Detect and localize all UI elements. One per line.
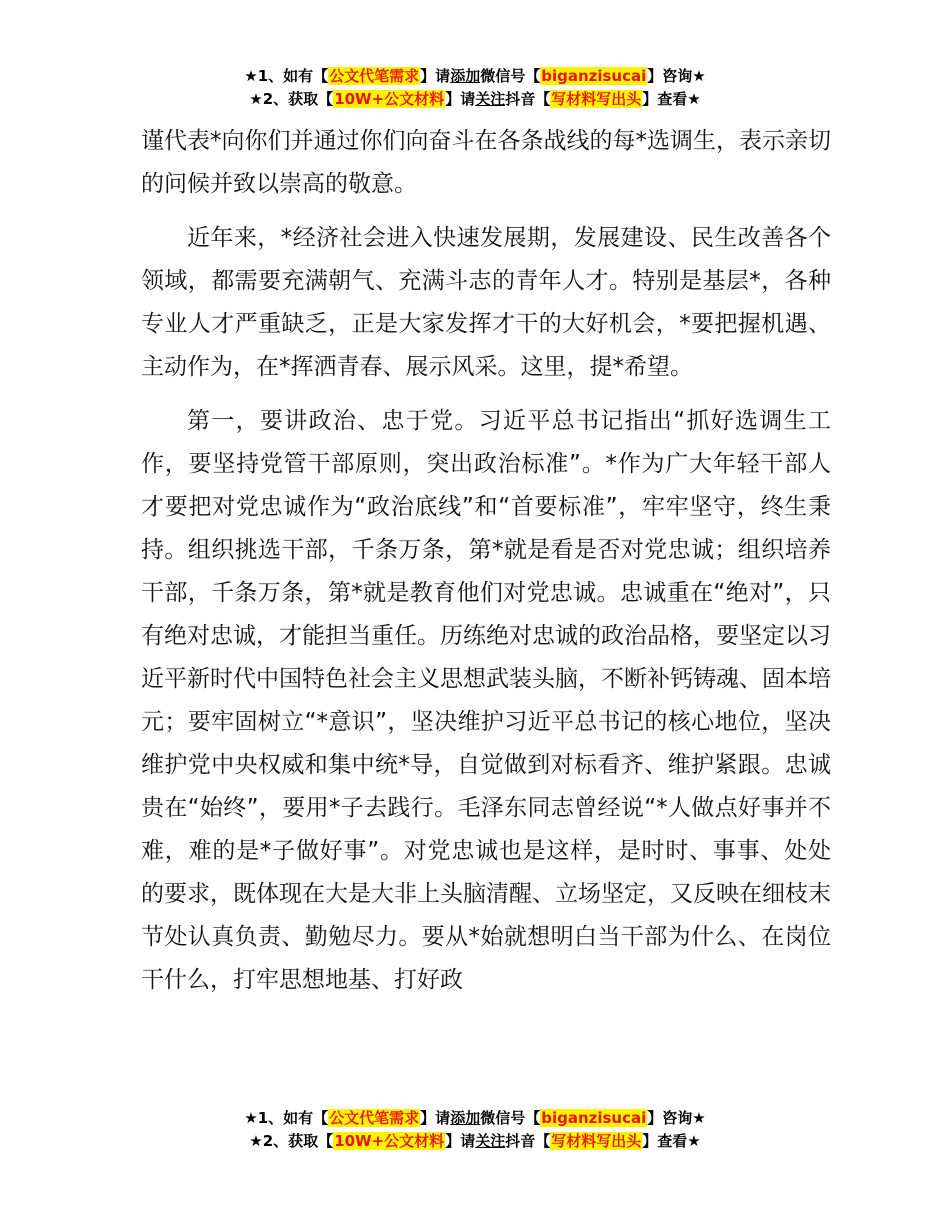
body-paragraph: 谨代表*向你们并通过你们向奋斗在各条战线的每*选调生，表示亲切的问候并致以崇高的敬意。 — [141, 128, 831, 197]
banner-text: 】查看★ — [642, 1132, 701, 1150]
banner-text: 】请 — [445, 90, 476, 108]
banner-highlight: 公文代笔需求 — [329, 1109, 420, 1127]
document-body — [141, 120, 831, 1002]
banner-highlight: 10W+公文材料 — [334, 1132, 445, 1150]
banner-highlight: biganzisucai — [541, 1109, 647, 1127]
banner-text: ★1、如有【 — [244, 67, 329, 85]
header-banner-line-1 — [0, 65, 950, 88]
banner-emphasis: 添加 — [450, 1109, 481, 1127]
footer-banner — [0, 1107, 950, 1153]
banner-text: 微信号【 — [480, 67, 541, 85]
banner-emphasis: 关注 — [475, 1132, 506, 1150]
body-paragraph: 近年来，*经济社会进入快速发展期，发展建设、民生改善各个领域，都需要充满朝气、充满斗志的青年人才。特别是基层*，各种专业人才严重缺乏，正是大家发挥才干的大好机会，*要把握机遇、主动作为，在*挥洒青春、展示风采。这里，提*希望。 — [141, 225, 831, 380]
banner-text: 】咨询★ — [647, 67, 706, 85]
banner-emphasis: 添加 — [450, 67, 481, 85]
banner-text: 】请 — [420, 1109, 451, 1127]
banner-text: ★2、获取【 — [249, 90, 334, 108]
banner-text: ★2、获取【 — [249, 1132, 334, 1150]
banner-text: 抖音【 — [505, 90, 551, 108]
banner-text: 】咨询★ — [647, 1109, 706, 1127]
banner-highlight: 10W+公文材料 — [334, 90, 445, 108]
banner-highlight: 写材料写出头 — [551, 90, 642, 108]
banner-text: 】查看★ — [642, 90, 701, 108]
banner-text: 微信号【 — [480, 1109, 541, 1127]
header-banner-line-2 — [0, 88, 950, 111]
banner-emphasis: 关注 — [475, 90, 506, 108]
banner-highlight: biganzisucai — [541, 67, 647, 85]
header-banner — [0, 65, 950, 111]
footer-banner-line-1 — [0, 1107, 950, 1130]
footer-banner-line-2 — [0, 1130, 950, 1153]
banner-text: 】请 — [420, 67, 451, 85]
banner-highlight: 写材料写出头 — [551, 1132, 642, 1150]
banner-highlight: 公文代笔需求 — [329, 67, 420, 85]
banner-text: 抖音【 — [505, 1132, 551, 1150]
banner-text: 】请 — [445, 1132, 476, 1150]
body-paragraph: 第一，要讲政治、忠于党。习近平总书记指出“抓好选调生工作，要坚持党管干部原则，突出政治标准”。*作为广大年轻干部人才要把对党忠诚作为“政治底线”和“首要标准”，牢牢坚守，终生秉持。组织挑选干部，千条万条，第*就是看是否对党忠诚；组织培养干部，千条万条，第*就是教育他们对党忠诚。忠诚重在“绝对”，只有绝对忠诚，才能担当重任。历练绝对忠诚的政治品格，要坚定以习近平新时代中国特色社会主义思想武装头脑，不断补钙铸魂、固本培元；要牢固树立“*意识”，坚决维护习近平总书记的核心地位，坚决维护党中央权威和集中统*导，自觉做到对标看齐、维护紧跟。忠诚贵在“始终”，要用*子去践行。毛泽东同志曾经说“*人做点好事并不难，难的是*子做好事”。对党忠诚也是这样，是时时、事事、处处的要求，既体现在大是大非上头脑清醒、立场坚定，又反映在细枝末节处认真负责、勤勉尽力。要从*始就想明白当干部为什么、在岗位干什么，打牢思想地基、打好政 — [141, 408, 831, 993]
banner-text: ★1、如有【 — [244, 1109, 329, 1127]
